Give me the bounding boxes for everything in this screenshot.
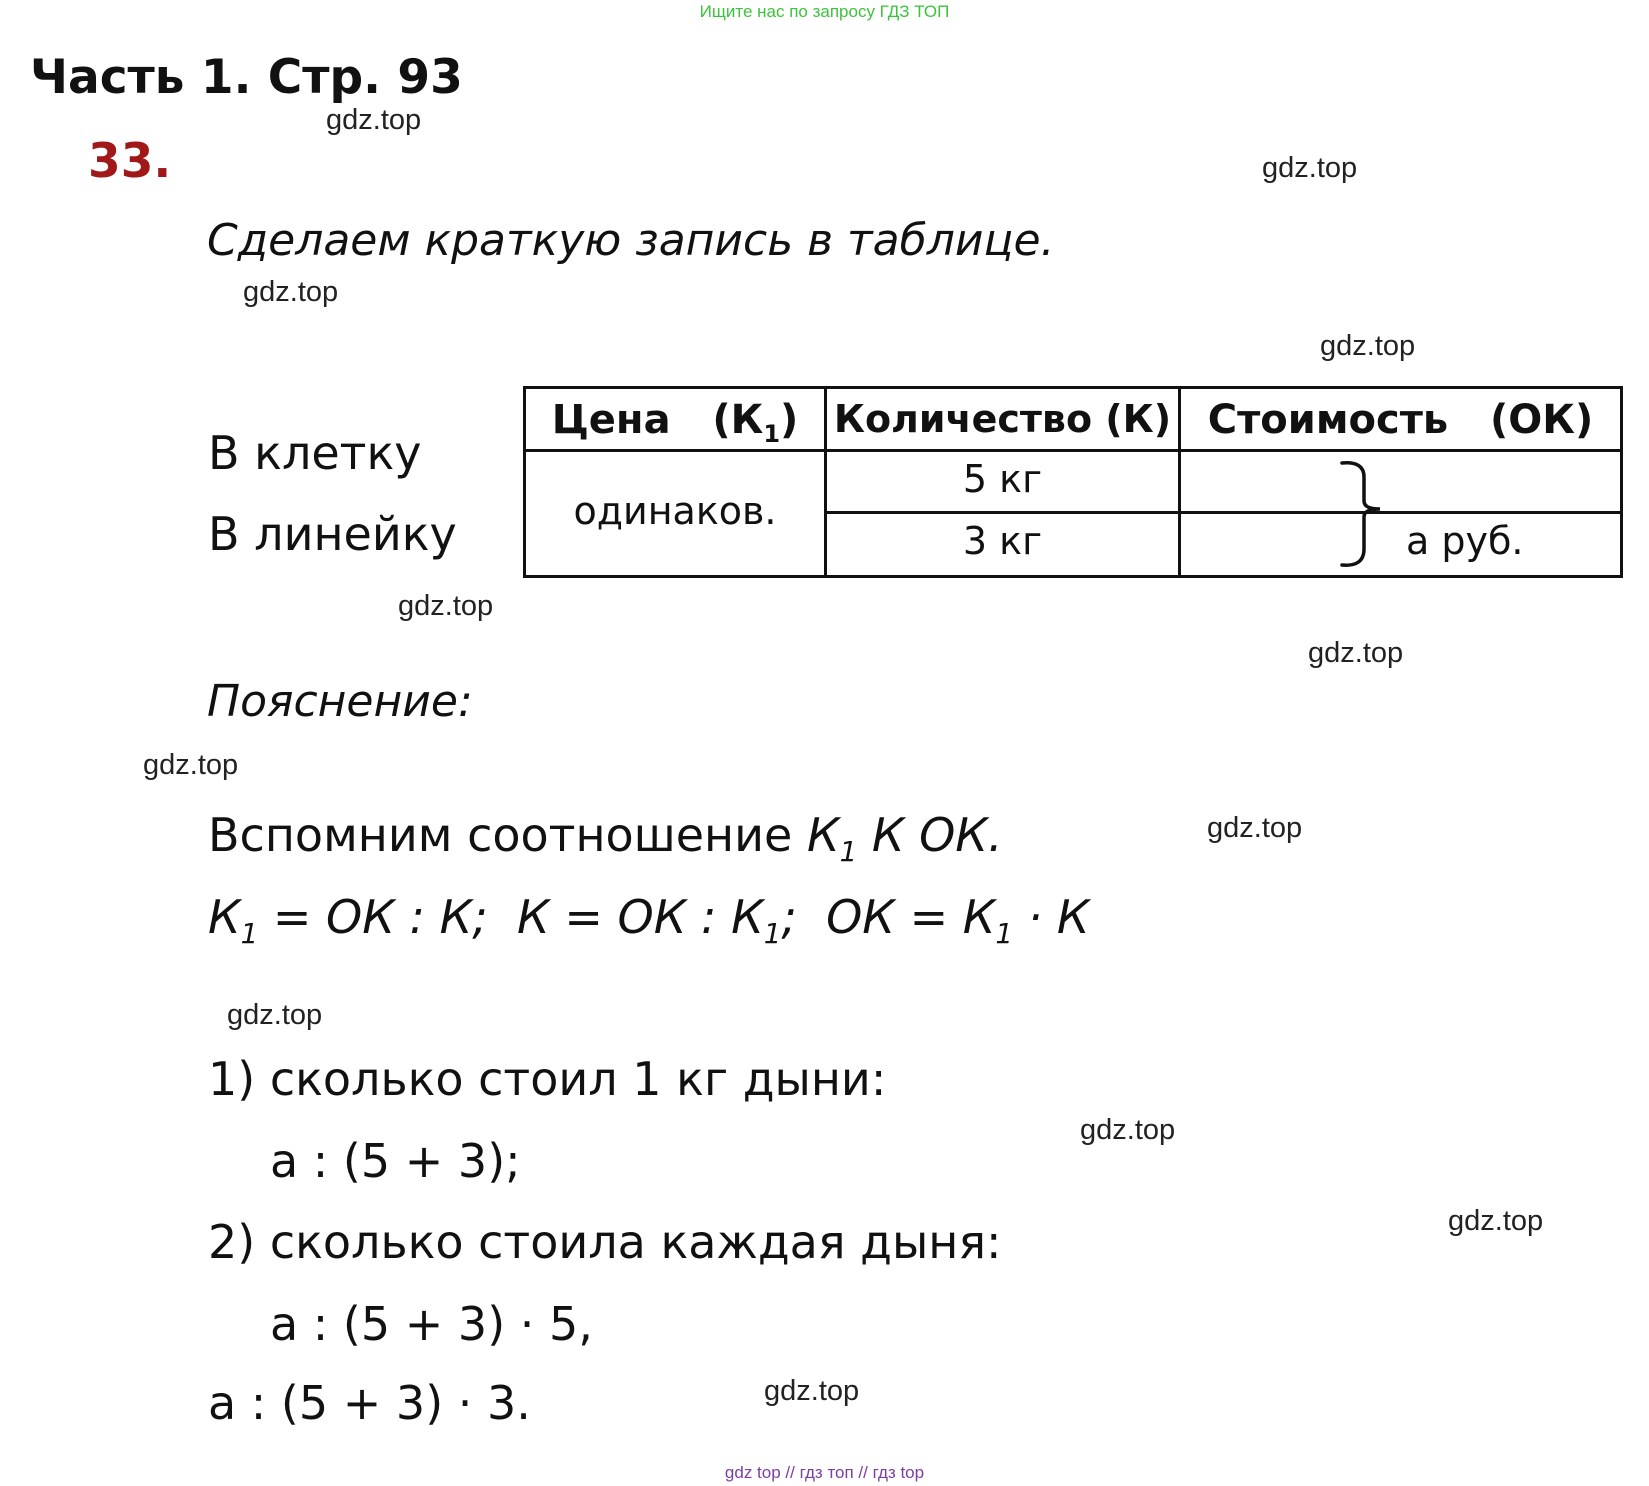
watermark: gdz.top bbox=[1308, 637, 1404, 669]
watermark: gdz.top bbox=[1207, 812, 1303, 844]
recall-rest: К ОК. bbox=[871, 808, 1003, 862]
recall-line bbox=[208, 808, 1003, 868]
step-2-title: 2) сколько стоила каждая дыня: bbox=[208, 1215, 1002, 1269]
watermark: gdz.top bbox=[243, 276, 339, 308]
watermark: gdz.top bbox=[1448, 1205, 1544, 1237]
formula-1-rest: = ОК : К; bbox=[258, 890, 488, 944]
header-quantity: Количество (К) bbox=[833, 397, 1172, 441]
top-banner[interactable]: Ищите нас по запросу ГДЗ ТОП bbox=[699, 2, 950, 21]
row-label-cage: В клетку bbox=[208, 426, 422, 480]
recall-k1-subscript: 1 bbox=[839, 835, 858, 869]
header-cost-code: (ОК) bbox=[1489, 397, 1594, 443]
watermark: gdz.top bbox=[1262, 152, 1358, 184]
row-label-line: В линейку bbox=[208, 507, 457, 561]
page-title: Часть 1. Стр. 93 bbox=[30, 50, 463, 105]
header-price-subscript: 1 bbox=[763, 420, 781, 448]
header-price-code: (К bbox=[712, 397, 764, 443]
total-cost: а руб. bbox=[1406, 519, 1524, 563]
task-number: 33. bbox=[88, 134, 172, 189]
brace-icon bbox=[1336, 451, 1416, 573]
formula-2-main: К = ОК : К bbox=[517, 890, 764, 944]
watermark: gdz.top bbox=[227, 999, 323, 1031]
watermark: gdz.top bbox=[764, 1375, 860, 1407]
watermark: gdz.top bbox=[1080, 1114, 1176, 1146]
explanation-label: Пояснение: bbox=[207, 676, 473, 727]
formula-3-subscript: 1 bbox=[995, 917, 1013, 951]
step-1-title: 1) сколько стоил 1 кг дыни: bbox=[208, 1052, 887, 1106]
header-cost bbox=[1181, 397, 1620, 443]
step-2-expression-2: а : (5 + 3) · 3. bbox=[208, 1376, 531, 1430]
formula-2-subscript: 1 bbox=[763, 917, 782, 951]
step-2-expression-1: а : (5 + 3) · 5, bbox=[270, 1297, 593, 1351]
intro-text: Сделаем краткую запись в таблице. bbox=[207, 215, 1055, 266]
quantity-5: 5 кг bbox=[962, 457, 1043, 501]
watermark: gdz.top bbox=[143, 749, 239, 781]
summary-table bbox=[523, 386, 1623, 578]
step-1-expression: а : (5 + 3); bbox=[270, 1134, 521, 1188]
formula-1-subscript: 1 bbox=[240, 917, 259, 951]
recall-k1: К bbox=[806, 808, 840, 862]
formula-3-main: ОК = К bbox=[826, 890, 996, 944]
watermark: gdz.top bbox=[1320, 330, 1416, 362]
header-price-label: Цена bbox=[551, 397, 671, 443]
recall-prefix: Вспомним соотношение bbox=[208, 808, 793, 862]
watermark: gdz.top bbox=[326, 104, 422, 136]
header-cost-label: Стоимость bbox=[1207, 397, 1449, 443]
formula-3-rest: · К bbox=[1012, 890, 1090, 944]
header-price bbox=[526, 397, 824, 448]
quantity-3: 3 кг bbox=[962, 519, 1043, 563]
formula-1-main: К bbox=[208, 890, 241, 944]
footer-links[interactable]: gdz top // гдз топ // гдз top bbox=[724, 1463, 925, 1482]
formulas-line bbox=[208, 890, 1089, 950]
header-price-close: ) bbox=[780, 397, 799, 443]
price-value: одинаков. bbox=[573, 489, 777, 533]
formula-2-rest: ; bbox=[781, 890, 797, 944]
watermark: gdz.top bbox=[398, 590, 494, 622]
